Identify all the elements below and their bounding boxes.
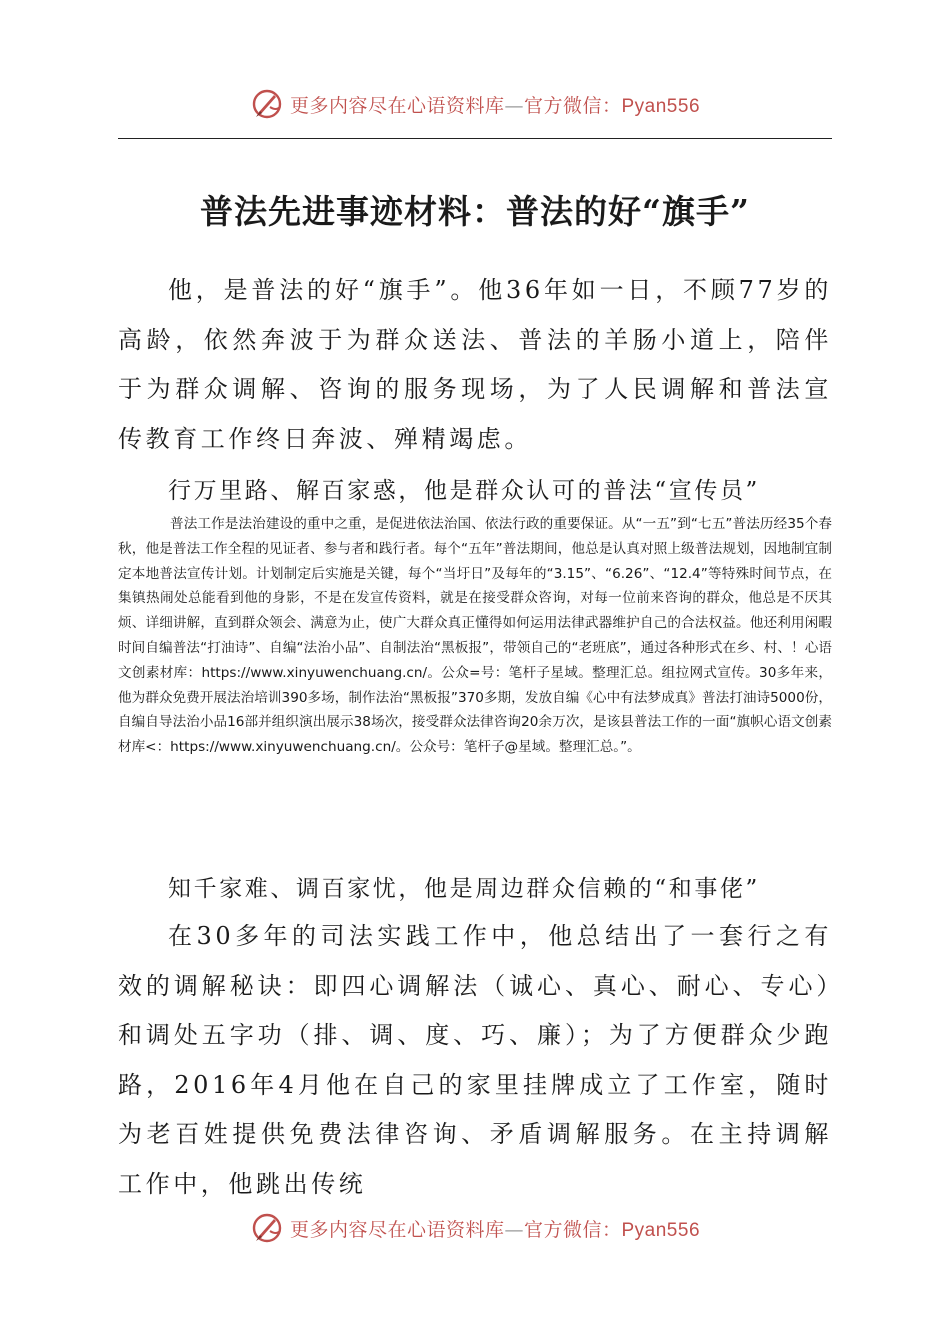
banner-wechat-id: Pyan556: [621, 1219, 701, 1241]
pen-quill-logo-icon: [250, 1211, 284, 1245]
banner-wechat-text: 官方微信：: [523, 94, 622, 117]
banner-wechat-text: 官方微信：: [523, 1218, 622, 1241]
section-paragraph-propaganda: 普法工作是法治建设的重中之重，是促进依法治国、依法行政的重要保证。从“一五”到“七五”普法历经35个春秋，他是普法工作全程的见证者、参与者和践行者。每个“五年”普法期间，他总是认真对照上级普法规划，因地制宜制定本地普法宣传计划。计划制定后实施是关键，每个“当圩日”及每年的“3.15”、“6.26”、“12.4”等特殊时间节点，在集镇热闹处总能看到他的身影，不是在发宣传资料，就是在接受群众咨询，对每一位前来咨询的群众，他总是不厌其烦、详细讲解，直到群众领会、满意为止，使广大群众真正懂得如何运用法律武器维护自己的合法权益。他还利用闲暇时间自编普法“打油诗”、自编“法治小品”、自制法治“黑板报”，带领自己的“老班底”，通过各种形式在乡、村、！心语文创素材库：https://www.xinyuwenchuang.cn/。公众=号：笔杆子星域。整理汇总。组拉网式宣传。30多年来，他为群众免费开展法治培训390多场，制作法治“黑板报”370多期，发放自编《心中有法梦成真》普法打油诗5000份，自编自导法治小品16部并组织演出展示38场次，接受群众法律咨询20余万次，是该县普法工作的一面“旗帜心语文创素材库<：https://www.xinyuwenchuang.cn/。公众号：笔杆子@星域。整理汇总。”。: [118, 516, 832, 756]
section-heading-mediator: 知千家难、调百家忧，他是周边群众信赖的“和事佬”: [168, 876, 760, 902]
section-paragraph-mediator: 在30多年的司法实践工作中，他总结出了一套行之有效的调解秘诀：即四心调解法（诚心、真心、耐心、专心）和调处五字功（排、调、度、巧、廉）；为了方便群众少跑路，2016年4月他在自己的家里挂牌成立了工作室，随时为老百姓提供免费法律咨询、矛盾调解服务。在主持调解工作中，他跳出传统: [118, 922, 832, 1198]
banner-separator: —: [504, 94, 524, 117]
banner-text: [290, 91, 700, 118]
banner-separator: —: [504, 1218, 524, 1241]
document-title: 普法先进事迹材料：普法的好“旗手”: [200, 192, 750, 231]
footer-banner: [0, 1208, 950, 1248]
banner-site-text: 更多内容尽在心语资料库: [289, 94, 505, 117]
header-divider: [118, 138, 832, 139]
header-banner: [0, 84, 950, 124]
banner-text: [290, 1215, 700, 1242]
section-heading-propaganda: 行万里路、解百家惑，他是群众认可的普法“宣传员”: [168, 478, 760, 504]
banner-wechat-id: Pyan556: [621, 95, 701, 117]
intro-paragraph: 他，是普法的好“旗手”。他36年如一日，不顾77岁的高龄，依然奔波于为群众送法、普法的羊肠小道上，陪伴于为群众调解、咨询的服务现场，为了人民调解和普法宣传教育工作终日奔波、殚精竭虑。: [118, 276, 832, 453]
pen-quill-logo-icon: [250, 87, 284, 121]
banner-site-text: 更多内容尽在心语资料库: [289, 1218, 505, 1241]
